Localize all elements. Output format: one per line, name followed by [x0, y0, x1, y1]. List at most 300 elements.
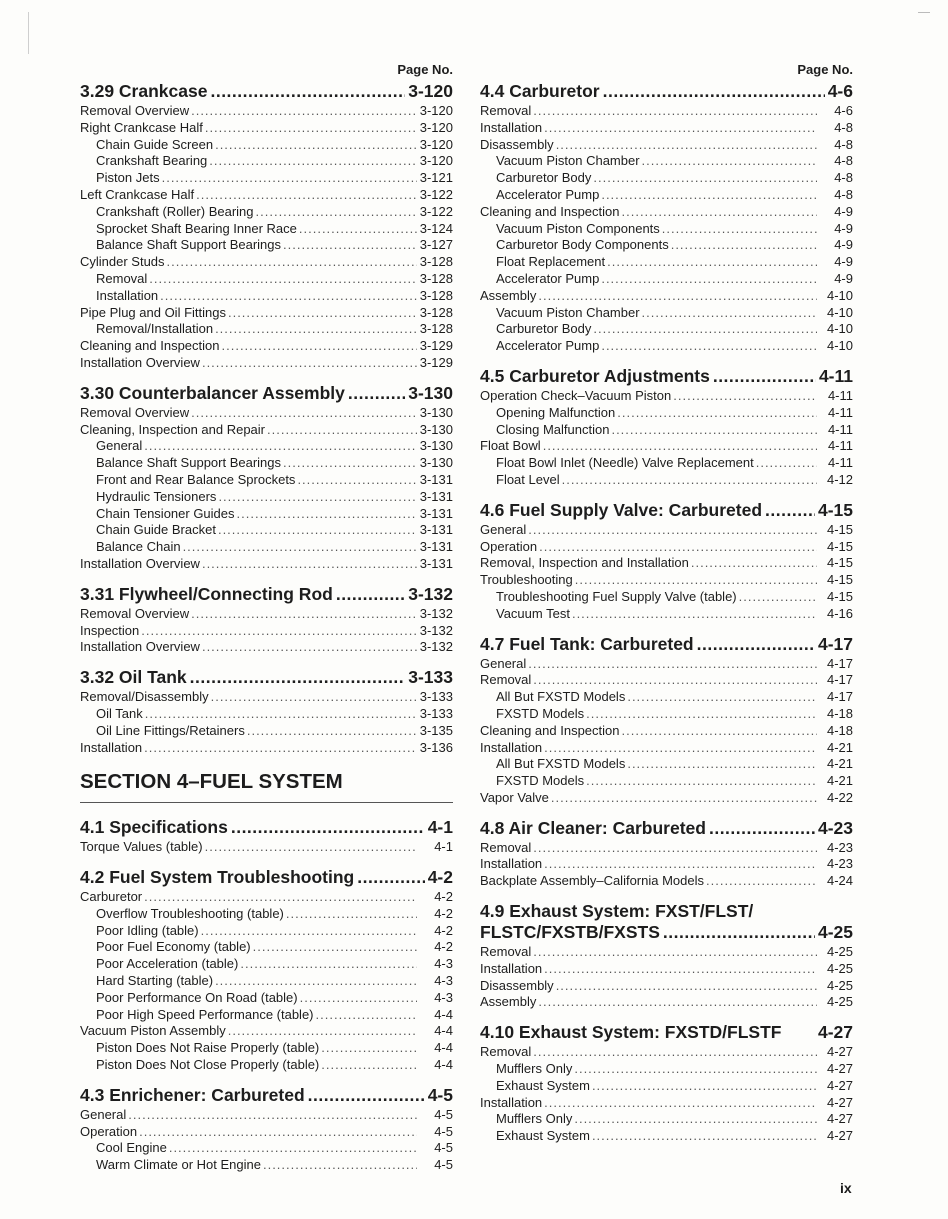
section-page: 4-25 — [817, 922, 853, 943]
entry-title: Exhaust System — [496, 1077, 590, 1093]
entry-page: 4-21 — [826, 773, 853, 789]
section-heading — [480, 366, 853, 387]
entry-page: 3-122 — [419, 203, 453, 219]
dot-leader — [739, 589, 817, 606]
toc-entry — [480, 756, 853, 773]
section-title: 4.6 Fuel Supply Valve: Carbureted — [480, 499, 763, 520]
dot-leader — [215, 137, 417, 154]
dot-leader — [586, 706, 817, 723]
entry-title: Installation — [480, 739, 543, 755]
entry-title: Poor Idling (table) — [96, 922, 199, 938]
entry-page: 3-127 — [419, 237, 453, 253]
toc-entry — [80, 355, 453, 372]
dot-leader — [215, 973, 417, 990]
dot-leader — [539, 539, 817, 556]
entry-page: 3-128 — [419, 270, 453, 286]
entry-title: General — [480, 521, 527, 537]
entry-title: Crankshaft Bearing — [96, 153, 208, 169]
entry-title: Installation Overview — [80, 354, 200, 370]
toc-entry — [80, 706, 453, 723]
dot-leader — [336, 584, 405, 605]
entry-title: Float Replacement — [496, 254, 606, 270]
section-page: 4-27 — [817, 1022, 853, 1043]
dot-leader — [218, 489, 417, 506]
dot-leader — [544, 740, 817, 757]
dot-leader — [167, 254, 417, 271]
toc-entry — [80, 1157, 453, 1174]
toc-entry — [80, 103, 453, 120]
dot-leader — [169, 1140, 417, 1157]
entry-page: 4-10 — [826, 304, 853, 320]
toc-entry — [480, 1078, 853, 1095]
entry-page: 4-27 — [826, 1111, 853, 1127]
entry-title: Accelerator Pump — [496, 338, 600, 354]
entry-page: 4-11 — [827, 404, 853, 420]
dot-leader — [533, 672, 817, 689]
entry-title: Accelerator Pump — [496, 186, 600, 202]
entry-title: Float Bowl Inlet (Needle) Valve Replacement — [496, 455, 754, 471]
dot-leader — [538, 288, 817, 305]
dot-leader — [247, 723, 417, 740]
dot-leader — [205, 839, 417, 856]
entry-page: 4-11 — [827, 455, 853, 471]
toc-entry — [80, 271, 453, 288]
entry-title: Removal — [480, 839, 532, 855]
toc-entry — [480, 978, 853, 995]
section-title: 3.30 Counterbalancer Assembly — [80, 382, 345, 403]
toc-left-list — [80, 81, 453, 1174]
entry-title: Hard Starting (table) — [96, 973, 214, 989]
dot-leader — [617, 405, 817, 422]
entry-page: 4-2 — [434, 939, 453, 955]
section-heading — [480, 818, 853, 839]
section-title-line2: FLSTC/FXSTB/FXSTS — [480, 922, 660, 943]
entry-page: 4-16 — [826, 605, 853, 621]
entry-title: Backplate Assembly–California Models — [480, 873, 704, 889]
entry-page: 3-133 — [419, 689, 453, 705]
entry-title: Overflow Troubleshooting (table) — [96, 905, 284, 921]
toc-entry — [480, 790, 853, 807]
entry-page: 4-15 — [826, 588, 853, 604]
entry-title: General — [80, 1106, 127, 1122]
toc-entry — [80, 438, 453, 455]
entry-page: 3-131 — [419, 555, 453, 571]
entry-page: 4-15 — [826, 555, 853, 571]
entry-page: 4-17 — [826, 655, 853, 671]
dot-leader — [533, 103, 817, 120]
toc-entry — [480, 271, 853, 288]
toc-entry — [80, 153, 453, 170]
section-page: 4-17 — [817, 633, 853, 654]
entry-title: Vacuum Piston Components — [496, 220, 660, 236]
dot-leader — [756, 455, 817, 472]
toc-entry — [80, 689, 453, 706]
dot-leader — [528, 656, 817, 673]
dot-leader — [544, 1095, 817, 1112]
dot-leader — [601, 187, 817, 204]
entry-title: Removal, Inspection and Installation — [480, 555, 689, 571]
dot-leader — [622, 723, 818, 740]
entry-title: Assembly — [480, 287, 537, 303]
section-page: 3-133 — [408, 667, 453, 688]
dot-leader — [149, 271, 417, 288]
toc-entry — [80, 1140, 453, 1157]
toc-entry — [80, 137, 453, 154]
entry-page: 4-9 — [834, 220, 853, 236]
entry-title: Exhaust System — [496, 1128, 590, 1144]
entry-title: Removal/Installation — [96, 321, 214, 337]
toc-entry — [80, 305, 453, 322]
dot-leader — [297, 472, 417, 489]
dot-leader — [231, 817, 425, 838]
entry-title: Float Level — [496, 471, 560, 487]
entry-title: FXSTD Models — [496, 705, 585, 721]
toc-entry — [480, 388, 853, 405]
dot-leader — [215, 321, 417, 338]
entry-page: 4-22 — [826, 789, 853, 805]
entry-page: 3-136 — [419, 739, 453, 755]
toc-entry — [80, 204, 453, 221]
toc-entry — [80, 405, 453, 422]
entry-page: 4-3 — [434, 956, 453, 972]
section-title: 3.32 Oil Tank — [80, 667, 187, 688]
entry-page: 4-5 — [434, 1140, 453, 1156]
toc-left-column — [80, 60, 453, 1174]
entry-page: 4-8 — [834, 153, 853, 169]
dot-leader — [544, 856, 817, 873]
dot-leader — [697, 634, 815, 655]
toc-entry — [80, 288, 453, 305]
dot-leader — [533, 944, 817, 961]
dot-leader — [627, 756, 817, 773]
entry-title: Vacuum Piston Chamber — [496, 304, 640, 320]
toc-entry — [480, 589, 853, 606]
dot-leader — [765, 500, 815, 521]
dot-leader — [240, 956, 417, 973]
entry-title: Vacuum Test — [496, 605, 570, 621]
section-heading — [480, 500, 853, 521]
dot-leader — [316, 1007, 417, 1024]
entry-title: Hydraulic Tensioners — [96, 488, 217, 504]
toc-entry — [480, 606, 853, 623]
entry-page: 4-9 — [834, 254, 853, 270]
toc-entry — [480, 254, 853, 271]
toc-entry — [80, 506, 453, 523]
entry-page: 3-120 — [419, 136, 453, 152]
toc-entry — [480, 187, 853, 204]
entry-page: 4-8 — [834, 170, 853, 186]
dot-leader — [202, 639, 417, 656]
dot-leader — [662, 221, 817, 238]
entry-page: 4-25 — [826, 994, 853, 1010]
entry-title: FXSTD Models — [496, 773, 585, 789]
entry-page: 3-129 — [419, 338, 453, 354]
toc-entry — [80, 221, 453, 238]
toc-entry — [80, 990, 453, 1007]
entry-page: 3-131 — [419, 488, 453, 504]
section-page: 4-1 — [427, 817, 453, 838]
dot-leader — [308, 1085, 425, 1106]
dot-leader — [202, 355, 417, 372]
dot-leader — [256, 204, 417, 221]
dot-leader — [544, 120, 817, 137]
section-title: 4.1 Specifications — [80, 817, 228, 838]
entry-page: 4-11 — [827, 387, 853, 403]
dot-leader — [321, 1057, 417, 1074]
entry-title: Right Crankcase Half — [80, 119, 203, 135]
section-page: 3-132 — [408, 583, 453, 604]
toc-right-column — [480, 60, 853, 1145]
entry-title: Pipe Plug and Oil Fittings — [80, 304, 226, 320]
page-number: ix — [840, 1180, 852, 1196]
toc-entry — [480, 237, 853, 254]
dot-leader — [286, 906, 417, 923]
dot-leader — [128, 1107, 417, 1124]
entry-page: 4-25 — [826, 944, 853, 960]
entry-page: 3-128 — [419, 304, 453, 320]
toc-entry — [480, 103, 853, 120]
toc-entry — [480, 706, 853, 723]
entry-title: Crankshaft (Roller) Bearing — [96, 203, 254, 219]
entry-title: Troubleshooting — [480, 572, 573, 588]
entry-title: All But FXSTD Models — [496, 756, 626, 772]
dot-leader — [586, 773, 817, 790]
toc-entry — [80, 623, 453, 640]
entry-page: 3-130 — [419, 455, 453, 471]
toc-entry — [80, 1023, 453, 1040]
entry-page: 4-24 — [826, 873, 853, 889]
entry-title: Poor Acceleration (table) — [96, 956, 239, 972]
entry-title: Installation — [480, 1094, 543, 1110]
toc-entry — [480, 740, 853, 757]
toc-entry — [480, 137, 853, 154]
entry-title: Assembly — [480, 994, 537, 1010]
entry-page: 3-131 — [419, 471, 453, 487]
toc-entry — [80, 120, 453, 137]
section-page: 3-120 — [408, 81, 453, 101]
section-heading — [80, 1085, 453, 1106]
dot-leader — [556, 137, 817, 154]
section-title: 3.29 Crankcase — [80, 81, 208, 101]
toc-entry — [80, 923, 453, 940]
entry-page: 4-21 — [826, 756, 853, 772]
entry-title: Left Crankcase Half — [80, 186, 195, 202]
entry-page: 3-122 — [419, 186, 453, 202]
entry-page: 4-5 — [434, 1157, 453, 1173]
dot-leader — [205, 120, 417, 137]
entry-page: 4-8 — [834, 186, 853, 202]
dot-leader — [209, 153, 417, 170]
dot-leader — [575, 572, 817, 589]
section-heading — [480, 634, 853, 655]
dot-leader — [283, 237, 417, 254]
dot-leader — [283, 455, 417, 472]
entry-title: Cool Engine — [96, 1140, 167, 1156]
toc-entry — [80, 973, 453, 990]
dot-leader — [592, 1128, 817, 1145]
entry-title: General — [480, 655, 527, 671]
toc-entry — [480, 773, 853, 790]
toc-entry — [80, 1107, 453, 1124]
entry-title: All But FXSTD Models — [496, 689, 626, 705]
toc-entry — [480, 723, 853, 740]
toc-entry — [480, 305, 853, 322]
toc-entry — [480, 689, 853, 706]
entry-page: 4-23 — [826, 856, 853, 872]
entry-page: 4-11 — [827, 421, 853, 437]
section-title: 3.31 Flywheel/Connecting Rod — [80, 583, 333, 604]
section-page: 4-6 — [827, 81, 853, 101]
dot-leader — [533, 1044, 817, 1061]
entry-title: Carburetor Body — [496, 170, 592, 186]
section-page: 4-5 — [427, 1084, 453, 1105]
entry-title: Mufflers Only — [496, 1111, 573, 1127]
entry-title: Warm Climate or Hot Engine — [96, 1157, 261, 1173]
dot-leader — [201, 923, 417, 940]
entry-page: 3-131 — [419, 505, 453, 521]
entry-page: 3-121 — [419, 170, 453, 186]
entry-title: Piston Does Not Raise Properly (table) — [96, 1040, 320, 1056]
section-title: 4.7 Fuel Tank: Carbureted — [480, 633, 694, 654]
entry-title: Float Bowl — [480, 438, 541, 454]
entry-page: 3-120 — [419, 153, 453, 169]
toc-entry — [480, 221, 853, 238]
toc-entry — [480, 856, 853, 873]
entry-title: General — [96, 438, 143, 454]
entry-title: Balance Shaft Support Bearings — [96, 455, 282, 471]
entry-title: Balance Shaft Support Bearings — [96, 237, 282, 253]
dot-leader — [538, 994, 817, 1011]
section-title: 4.5 Carburetor Adjustments — [480, 365, 710, 386]
entry-page: 3-124 — [419, 220, 453, 236]
dot-leader — [348, 383, 405, 404]
dot-leader — [603, 81, 825, 102]
entry-page: 4-21 — [826, 739, 853, 755]
entry-page: 4-9 — [834, 270, 853, 286]
entry-page: 4-6 — [834, 103, 853, 118]
entry-title: Removal — [480, 103, 532, 118]
entry-page: 3-128 — [419, 287, 453, 303]
dot-leader — [202, 556, 417, 573]
dot-leader — [190, 667, 406, 688]
entry-page: 4-5 — [434, 1123, 453, 1139]
section-heading — [80, 817, 453, 838]
toc-entry — [80, 939, 453, 956]
dot-leader — [191, 606, 417, 623]
entry-page: 4-2 — [434, 905, 453, 921]
toc-entry — [480, 472, 853, 489]
toc-entry — [80, 556, 453, 573]
entry-page: 4-8 — [834, 136, 853, 152]
entry-title: Oil Tank — [96, 705, 143, 721]
dot-leader — [144, 889, 417, 906]
entry-title: Vacuum Piston Assembly — [80, 1023, 226, 1039]
dot-leader — [642, 305, 817, 322]
dot-leader — [263, 1157, 417, 1174]
section-heading — [480, 1022, 853, 1043]
entry-title: Mufflers Only — [496, 1061, 573, 1077]
scan-edge-tick — [918, 12, 930, 13]
toc-entry — [480, 455, 853, 472]
entry-title: Cleaning, Inspection and Repair — [80, 421, 266, 437]
entry-title: Installation — [480, 856, 543, 872]
entry-title: Vacuum Piston Chamber — [496, 153, 640, 169]
dot-leader — [713, 366, 816, 387]
entry-title: Cylinder Studs — [80, 254, 165, 270]
dot-leader — [562, 472, 817, 489]
toc-entry — [480, 555, 853, 572]
toc-entry — [480, 204, 853, 221]
entry-title: Poor Performance On Road (table) — [96, 989, 298, 1005]
entry-title: Opening Malfunction — [496, 404, 616, 420]
entry-page: 4-25 — [826, 960, 853, 976]
toc-entry — [80, 839, 453, 856]
entry-page: 4-4 — [434, 1057, 453, 1073]
toc-entry — [480, 1044, 853, 1061]
toc-entry — [480, 944, 853, 961]
entry-title: Balance Chain — [96, 539, 181, 555]
entry-page: 4-18 — [826, 705, 853, 721]
dot-leader — [139, 1124, 417, 1141]
entry-title: Oil Line Fittings/Retainers — [96, 722, 245, 738]
entry-page: 4-15 — [826, 538, 853, 554]
entry-page: 3-128 — [419, 254, 453, 270]
entry-title: Accelerator Pump — [496, 270, 600, 286]
dot-leader — [222, 338, 418, 355]
toc-entry — [80, 472, 453, 489]
entry-title: Removal Overview — [80, 404, 190, 420]
entry-page: 4-3 — [434, 973, 453, 989]
entry-page: 3-130 — [419, 421, 453, 437]
entry-page: 3-120 — [419, 119, 453, 135]
toc-entry — [80, 539, 453, 556]
entry-title: Installation — [80, 739, 143, 755]
entry-page: 4-23 — [826, 839, 853, 855]
entry-title: Installation Overview — [80, 639, 200, 655]
entry-title: Removal — [480, 944, 532, 960]
dot-leader — [218, 522, 417, 539]
entry-title: Closing Malfunction — [496, 421, 610, 437]
section-heading — [80, 867, 453, 888]
toc-entry — [80, 723, 453, 740]
entry-title: Removal/Disassembly — [80, 689, 209, 705]
entry-title: Operation — [480, 538, 538, 554]
dot-leader — [228, 305, 417, 322]
dot-leader — [228, 1023, 417, 1040]
entry-title: Torque Values (table) — [80, 839, 203, 855]
entry-page: 4-11 — [827, 438, 853, 454]
entry-page: 3-131 — [419, 522, 453, 538]
scan-edge-mark — [28, 12, 29, 54]
toc-entry — [480, 672, 853, 689]
entry-title: Removal — [480, 672, 532, 688]
dot-leader — [211, 689, 417, 706]
toc-entry — [80, 639, 453, 656]
toc-entry — [80, 1124, 453, 1141]
dot-leader — [543, 438, 817, 455]
section-heading — [480, 901, 853, 943]
toc-entry — [480, 153, 853, 170]
dot-leader — [574, 1111, 817, 1128]
dot-leader — [237, 506, 417, 523]
entry-page: 4-3 — [434, 989, 453, 1005]
toc-entry — [480, 422, 853, 439]
entry-title: Carburetor Body — [496, 321, 592, 337]
entry-title: Removal — [96, 270, 148, 286]
dot-leader — [601, 271, 817, 288]
section-page: 4-23 — [817, 817, 853, 838]
toc-entry — [80, 489, 453, 506]
